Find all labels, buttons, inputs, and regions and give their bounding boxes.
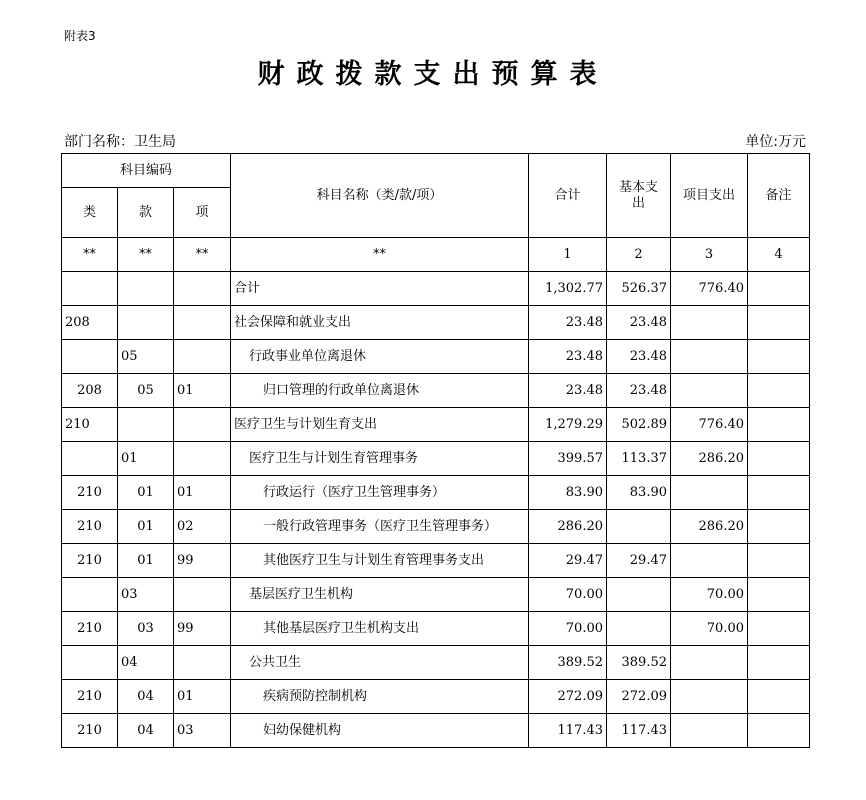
cell-project (671, 476, 748, 510)
cell-total: 29.47 (529, 544, 607, 578)
cell-project (671, 714, 748, 748)
cell-total: 23.48 (529, 340, 607, 374)
cell-project: 776.40 (671, 272, 748, 306)
cell-remark (748, 306, 810, 340)
cell-project: 70.00 (671, 578, 748, 612)
cell-basic: 502.89 (607, 408, 671, 442)
cell-remark (748, 544, 810, 578)
cell-kuan: 03 (118, 612, 174, 646)
cell-lei: 208 (62, 374, 118, 408)
header-code-group: 科目编码 (62, 154, 231, 188)
cell-remark (748, 510, 810, 544)
index-cell: ** (231, 238, 529, 272)
cell-subject-name: 其他医疗卫生与计划生育管理事务支出 (231, 544, 529, 578)
header-kuan: 款 (118, 188, 174, 238)
table-row (62, 680, 810, 714)
cell-kuan: 01 (118, 510, 174, 544)
cell-basic (607, 578, 671, 612)
cell-kuan: 01 (118, 442, 174, 476)
cell-xiang: 99 (174, 612, 231, 646)
cell-remark (748, 442, 810, 476)
cell-total: 389.52 (529, 646, 607, 680)
cell-basic: 113.37 (607, 442, 671, 476)
cell-xiang (174, 578, 231, 612)
cell-xiang: 02 (174, 510, 231, 544)
cell-remark (748, 680, 810, 714)
table-row (62, 408, 810, 442)
cell-basic (607, 612, 671, 646)
cell-lei: 210 (62, 408, 118, 442)
table-row (62, 544, 810, 578)
cell-total: 70.00 (529, 578, 607, 612)
page-title: 财政拨款支出预算表 (257, 59, 609, 90)
cell-total: 1,302.77 (529, 272, 607, 306)
cell-lei (62, 578, 118, 612)
cell-xiang (174, 340, 231, 374)
cell-total: 23.48 (529, 374, 607, 408)
cell-kuan: 03 (118, 578, 174, 612)
cell-xiang: 01 (174, 680, 231, 714)
cell-kuan: 04 (118, 714, 174, 748)
table-row (62, 340, 810, 374)
cell-kuan: 01 (118, 544, 174, 578)
table-row (62, 272, 810, 306)
cell-kuan (118, 408, 174, 442)
index-row (62, 238, 810, 272)
header-project: 项目支出 (671, 154, 748, 238)
cell-subject-name: 医疗卫生与计划生育支出 (231, 408, 529, 442)
cell-project (671, 544, 748, 578)
header-lei: 类 (62, 188, 118, 238)
cell-xiang: 01 (174, 374, 231, 408)
cell-project: 286.20 (671, 510, 748, 544)
cell-subject-name: 行政事业单位离退休 (231, 340, 529, 374)
index-cell: 3 (671, 238, 748, 272)
cell-basic: 23.48 (607, 340, 671, 374)
budget-table (61, 153, 810, 748)
cell-subject-name: 归口管理的行政单位离退休 (231, 374, 529, 408)
cell-remark (748, 408, 810, 442)
cell-basic: 389.52 (607, 646, 671, 680)
cell-subject-name: 合计 (231, 272, 529, 306)
cell-project (671, 680, 748, 714)
table-row (62, 510, 810, 544)
index-cell: ** (174, 238, 231, 272)
cell-kuan: 05 (118, 374, 174, 408)
cell-lei: 210 (62, 510, 118, 544)
cell-basic (607, 510, 671, 544)
cell-lei (62, 646, 118, 680)
cell-lei: 210 (62, 476, 118, 510)
cell-xiang: 01 (174, 476, 231, 510)
cell-remark (748, 272, 810, 306)
index-cell: 1 (529, 238, 607, 272)
cell-lei: 210 (62, 680, 118, 714)
header-xiang: 项 (174, 188, 231, 238)
cell-basic: 83.90 (607, 476, 671, 510)
cell-basic: 117.43 (607, 714, 671, 748)
index-cell: 4 (748, 238, 810, 272)
table-row (62, 374, 810, 408)
cell-remark (748, 646, 810, 680)
cell-lei: 210 (62, 544, 118, 578)
cell-total: 1,279.29 (529, 408, 607, 442)
cell-total: 286.20 (529, 510, 607, 544)
cell-lei: 210 (62, 612, 118, 646)
cell-lei: 210 (62, 714, 118, 748)
cell-basic: 23.48 (607, 374, 671, 408)
cell-total: 70.00 (529, 612, 607, 646)
cell-remark (748, 612, 810, 646)
table-row (62, 578, 810, 612)
cell-kuan: 04 (118, 680, 174, 714)
cell-remark (748, 340, 810, 374)
table-row (62, 476, 810, 510)
cell-subject-name: 公共卫生 (231, 646, 529, 680)
table-row (62, 714, 810, 748)
cell-xiang (174, 272, 231, 306)
table-row (62, 442, 810, 476)
cell-remark (748, 714, 810, 748)
cell-total: 83.90 (529, 476, 607, 510)
cell-lei (62, 442, 118, 476)
cell-basic: 526.37 (607, 272, 671, 306)
cell-xiang (174, 646, 231, 680)
cell-lei: 208 (62, 306, 118, 340)
cell-kuan (118, 272, 174, 306)
header-remark: 备注 (748, 154, 810, 238)
cell-subject-name: 其他基层医疗卫生机构支出 (231, 612, 529, 646)
cell-subject-name: 妇幼保健机构 (231, 714, 529, 748)
cell-basic: 272.09 (607, 680, 671, 714)
table-row (62, 306, 810, 340)
cell-xiang (174, 442, 231, 476)
cell-remark (748, 476, 810, 510)
index-cell: 2 (607, 238, 671, 272)
cell-total: 272.09 (529, 680, 607, 714)
cell-lei (62, 272, 118, 306)
cell-xiang (174, 306, 231, 340)
header-subject-name: 科目名称（类/款/项） (231, 154, 529, 238)
cell-project (671, 306, 748, 340)
header-basic: 基本支出 (607, 154, 671, 238)
cell-remark (748, 374, 810, 408)
cell-subject-name: 行政运行（医疗卫生管理事务） (231, 476, 529, 510)
cell-total: 117.43 (529, 714, 607, 748)
cell-subject-name: 基层医疗卫生机构 (231, 578, 529, 612)
header-total: 合计 (529, 154, 607, 238)
cell-xiang: 03 (174, 714, 231, 748)
cell-basic: 29.47 (607, 544, 671, 578)
cell-xiang (174, 408, 231, 442)
cell-remark (748, 578, 810, 612)
cell-subject-name: 医疗卫生与计划生育管理事务 (231, 442, 529, 476)
cell-lei (62, 340, 118, 374)
index-cell: ** (62, 238, 118, 272)
cell-project: 70.00 (671, 612, 748, 646)
cell-kuan: 05 (118, 340, 174, 374)
cell-xiang: 99 (174, 544, 231, 578)
cell-project (671, 340, 748, 374)
cell-subject-name: 一般行政管理事务（医疗卫生管理事务） (231, 510, 529, 544)
cell-project: 776.40 (671, 408, 748, 442)
index-cell: ** (118, 238, 174, 272)
unit-label: 单位:万元 (745, 134, 806, 150)
annex-label: 附表3 (64, 29, 96, 43)
cell-total: 399.57 (529, 442, 607, 476)
table-row (62, 646, 810, 680)
cell-kuan: 04 (118, 646, 174, 680)
cell-kuan: 01 (118, 476, 174, 510)
cell-subject-name: 社会保障和就业支出 (231, 306, 529, 340)
cell-total: 23.48 (529, 306, 607, 340)
cell-project: 286.20 (671, 442, 748, 476)
table-row (62, 612, 810, 646)
cell-subject-name: 疾病预防控制机构 (231, 680, 529, 714)
cell-basic: 23.48 (607, 306, 671, 340)
cell-kuan (118, 306, 174, 340)
department-label: 部门名称：卫生局 (64, 134, 176, 150)
cell-project (671, 374, 748, 408)
cell-project (671, 646, 748, 680)
